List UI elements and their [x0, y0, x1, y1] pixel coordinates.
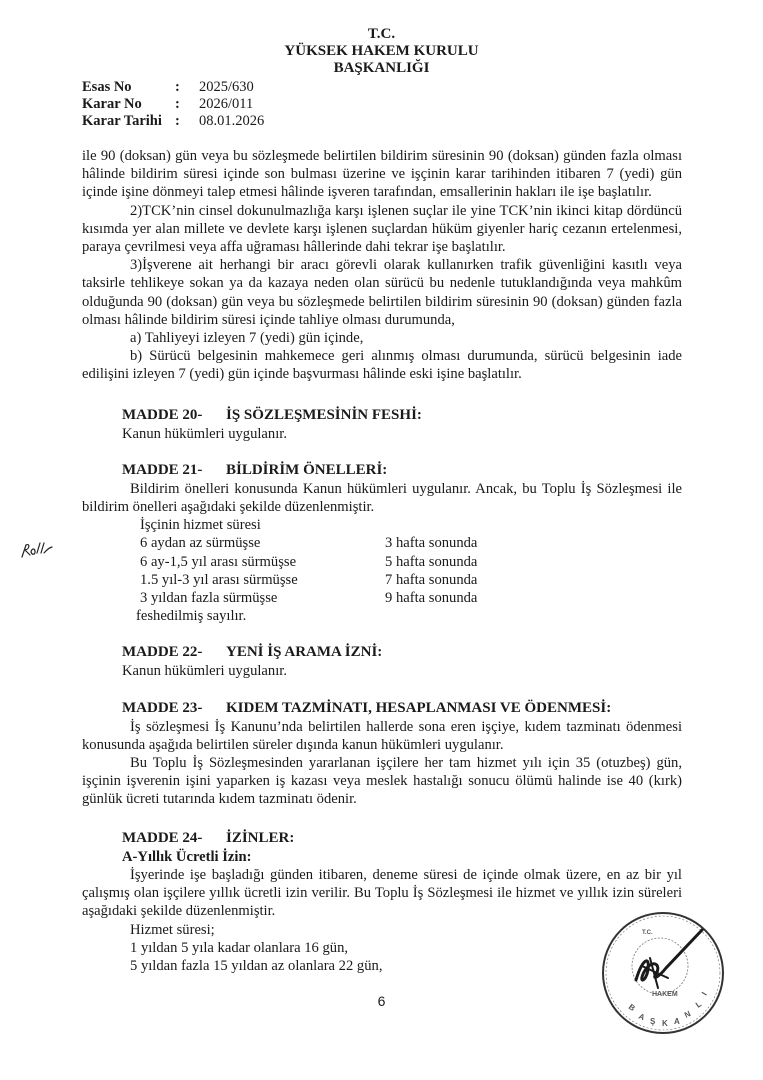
svg-text:L: L	[693, 999, 704, 1010]
notice-cell: 7 hafta sonunda	[385, 571, 478, 588]
paragraph: b) Sürücü belgesinin mahkemece geri alınmış olması durumunda, sürücü belgesinin iade edilişini izleyen 7 (yedi) gün içinde başvurması hâlinde eski işine başlatılır.	[82, 348, 682, 383]
official-stamp	[598, 908, 728, 1038]
duration-cell: 6 aydan az sürmüşse	[140, 535, 261, 552]
svg-text:B: B	[626, 1002, 637, 1013]
case-metadata	[82, 79, 264, 130]
paragraph: ile 90 (doksan) gün veya bu sözleşmede belirtilen bildirim süresinin 90 (doksan) günden fazla olması hâlinde bildirim süresi içinde son bulması üzerine ve işçinin karar tarihinden itibaren 7 (yedi) gün içinde işine dönmeyi talep etmesi hâlinde işveren tarafından, emsallerinin hakları ile işe başlatılır.	[82, 148, 682, 201]
duration-cell: 6 ay-1,5 yıl arası sürmüşse	[140, 553, 297, 570]
svg-text:Ş: Ş	[650, 1017, 656, 1026]
svg-text:A: A	[674, 1017, 680, 1026]
article-title: KIDEM TAZMİNATI, HESAPLANMASI VE ÖDENMESİ:	[226, 699, 612, 716]
svg-text:HAKEM: HAKEM	[652, 991, 678, 998]
table-row	[82, 534, 682, 552]
meta-label: Karar No	[82, 96, 142, 112]
svg-text:T.C.: T.C.	[642, 930, 653, 936]
subsection-title: A-Yıllık Ücretli İzin:	[122, 848, 252, 865]
meta-row-esas	[82, 79, 264, 96]
article-title: İŞ SÖZLEŞMESİNİN FESHİ:	[226, 406, 422, 423]
notice-cell: 3 hafta sonunda	[385, 535, 478, 552]
table-row	[82, 571, 682, 589]
header-line-presidency: BAŞKANLIĞI	[333, 60, 430, 76]
paragraph: Kanun hükümleri uygulanır.	[122, 425, 287, 442]
article-heading-20	[82, 406, 682, 425]
svg-text:I: I	[699, 990, 709, 997]
paragraph: Bildirim önelleri konusunda Kanun hükümleri uygulanır. Ancak, bu Toplu İş Sözleşmesi ile bildirim önelleri aşağıdaki şekilde düzenlenmiştir.	[82, 480, 682, 516]
meta-value: 2025/630	[199, 79, 254, 95]
article-heading-24	[82, 829, 682, 848]
document-body	[82, 147, 682, 975]
article-title: BİLDİRİM ÖNELLERİ:	[226, 461, 388, 478]
table-row	[82, 553, 682, 571]
article-number: MADDE 24-	[122, 829, 203, 846]
meta-colon: :	[175, 96, 180, 112]
page-number: 6	[377, 993, 386, 1009]
meta-value: 08.01.2026	[199, 113, 265, 129]
svg-text:A: A	[637, 1011, 647, 1023]
article-number: MADDE 22-	[122, 644, 203, 661]
header-line-institution: YÜKSEK HAKEM KURULU	[284, 43, 479, 59]
meta-label: Esas No	[82, 79, 132, 95]
article-number: MADDE 23-	[122, 699, 203, 716]
duration-cell: 1.5 yıl-3 yıl arası sürmüşse	[140, 571, 298, 588]
paragraph: Kanun hükümleri uygulanır.	[122, 663, 287, 680]
meta-row-karar	[82, 96, 264, 113]
article-title: İZİNLER:	[226, 829, 295, 846]
article-heading-23	[82, 699, 682, 718]
document-header	[0, 26, 763, 77]
article-number: MADDE 21-	[122, 461, 203, 478]
meta-colon: :	[175, 113, 180, 129]
article-title: YENİ İŞ ARAMA İZNİ:	[226, 644, 383, 661]
notice-cell: 9 hafta sonunda	[385, 590, 478, 607]
svg-text:N: N	[683, 1009, 693, 1020]
paragraph: Hizmet süresi;	[130, 921, 215, 938]
meta-colon: :	[175, 79, 180, 95]
paragraph: 3)İşverene ait herhangi bir aracı görevli olarak kullanırken trafik güvenliğini kasıtlı veya taksirle tehlikeye sokan ya da kazaya neden olan sürücü bu nedenle tutuklandığında veya mahkûm olduğunda 90 (doksan) gün veya bu sözleşmede belirtilen bildirim süresinin 90 (doksan) günden fazla olması hâlinde bildirim süresi içinde tahliye olması durumunda,	[82, 257, 682, 328]
notice-table-header	[82, 516, 682, 534]
article-heading-21	[82, 461, 682, 480]
notice-cell: 5 hafta sonunda	[385, 553, 478, 570]
article-heading-22	[82, 643, 682, 662]
paragraph: feshedilmiş sayılır.	[136, 608, 247, 625]
list-item: 5 yıldan fazla 15 yıldan az olanlara 22 gün,	[130, 957, 383, 974]
meta-row-tarih	[82, 113, 264, 130]
paragraph: İşyerinde işe başladığı günden itibaren, deneme süresi de içinde olmak üzere, en az bir yıl çalışmış olan işçilere yıllık ücretli izin verilir. Bu Toplu İş Sözleşmesi ile hizmet ve yıllık izin süreleri aşağıdaki şekilde düzenlenmiştir.	[82, 866, 682, 920]
list-item: 1 yıldan 5 yıla kadar olanlara 16 gün,	[130, 939, 349, 956]
svg-text:K: K	[662, 1019, 668, 1028]
margin-initials-signature	[18, 535, 58, 561]
article-number: MADDE 20-	[122, 406, 203, 423]
meta-value: 2026/011	[199, 96, 254, 112]
duration-cell: 3 yıldan fazla sürmüşse	[140, 590, 278, 607]
table-row	[82, 589, 682, 607]
paragraph: İş sözleşmesi İş Kanunu’nda belirtilen hallerde sona eren işçiye, kıdem tazminatı ödenmesi konusunda aşağıda belirtilen süreler dışında kanun hükümleri uygulanır.	[82, 718, 682, 753]
table-header-cell: İşçinin hizmet süresi	[140, 517, 261, 534]
paragraph: a) Tahliyeyi izleyen 7 (yedi) gün içinde,	[130, 330, 364, 347]
paragraph: Bu Toplu İş Sözleşmesinden yararlanan işçilere her tam hizmet yılı için 35 (otuzbeş) gün, işçinin işverenin işini yaparken iş kazası veya meslek hastalığı sonucu ölümü halinde ise 40 (kırk) günlük ücreti tutarında kıdem tazminatı ödenir.	[82, 755, 682, 808]
header-line-tc: T.C.	[367, 26, 396, 42]
paragraph: 2)TCK’nin cinsel dokunulmazlığa karşı işlenen suçlar ile yine TCK’nin ikinci kitap dördüncü kısımda yer alan millete ve devlete karşı işlenen suçlardan hüküm giyenler hariç cezanın ertelenmesi, paraya çevrilmesi veya affa uğraması hâllerinde dahi tekrar işe başlatılır.	[82, 202, 682, 256]
meta-label: Karar Tarihi	[82, 113, 162, 129]
